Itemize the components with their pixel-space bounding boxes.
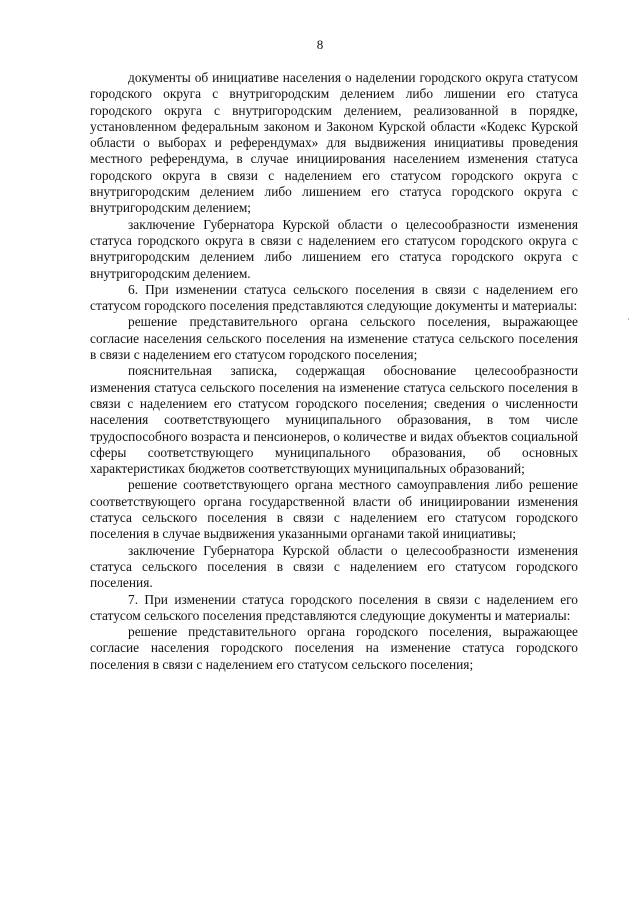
paragraph-documents-initiative: документы об инициативе населения о наделении городского округа статусом городского округа с внутригородским делением либо лишении его статуса городского округа с внутригородским делением, реализованной в порядке, установленном федеральным законом и Законом Курской области «Кодекс Курской области о выборах и референдумах» для выдвижения инициативы проведения местного референдума, в случае инициирования населением изменения статуса городского округа в связи с наделением его статусом городского округа с внутригородским делением либо лишением его статуса городского округа с внутригородским делением;	[90, 70, 578, 216]
paragraph-authority-decision: решение соответствующего органа местного самоуправления либо решение соответствующего органа государственной власти об инициировании изменения статуса сельского поселения в связи с наделением его статусом городского поселения в случае выдвижения указанными органами такой инициативы;	[90, 477, 578, 542]
margin-mark	[628, 318, 629, 320]
paragraph-explanatory-note: пояснительная записка, содержащая обоснование целесообразности изменения статуса сельского поселения на изменение статуса сельского поселения в связи с наделением его статусом городского поселения; сведения о численности населения соответствующего муниципального образования, в том числе трудоспособного возраста и пенсионеров, о количестве и видах объектов социальной сферы соответствующего муниципального образования, об основных характеристиках бюджетов соответствующих муниципальных образований;	[90, 363, 578, 477]
paragraph-rural-council-decision: решение представительного органа сельского поселения, выражающее согласие населения сельского поселения на изменение статуса сельского поселения в связи с наделением его статусом городского поселения;	[90, 314, 578, 363]
paragraph-governor-conclusion-rural: заключение Губернатора Курской области о целесообразности изменения статуса сельского поселения в связи с наделением его статусом городского поселения.	[90, 542, 578, 591]
paragraph-urban-council-decision: решение представительного органа городского поселения, выражающее согласие населения городского поселения на изменение статуса городского поселения в связи с наделением его статусом сельского поселения;	[90, 624, 578, 672]
document-body	[90, 70, 578, 673]
page-number: 8	[316, 37, 324, 52]
paragraph-item-7-heading: 7. При изменении статуса городского поселения в связи с наделением его статусом сельского поселения представляются следующие документы и материалы:	[90, 591, 578, 623]
paragraph-item-6-heading: 6. При изменении статуса сельского поселения в связи с наделением его статусом городского поселения представляются следующие документы и материалы:	[90, 281, 578, 314]
paragraph-governor-conclusion-city: заключение Губернатора Курской области о целесообразности изменения статуса городского округа в связи с наделением его статусом городского округа с внутригородским делением либо лишением его статуса городского округа с внутригородским делением.	[90, 216, 578, 281]
